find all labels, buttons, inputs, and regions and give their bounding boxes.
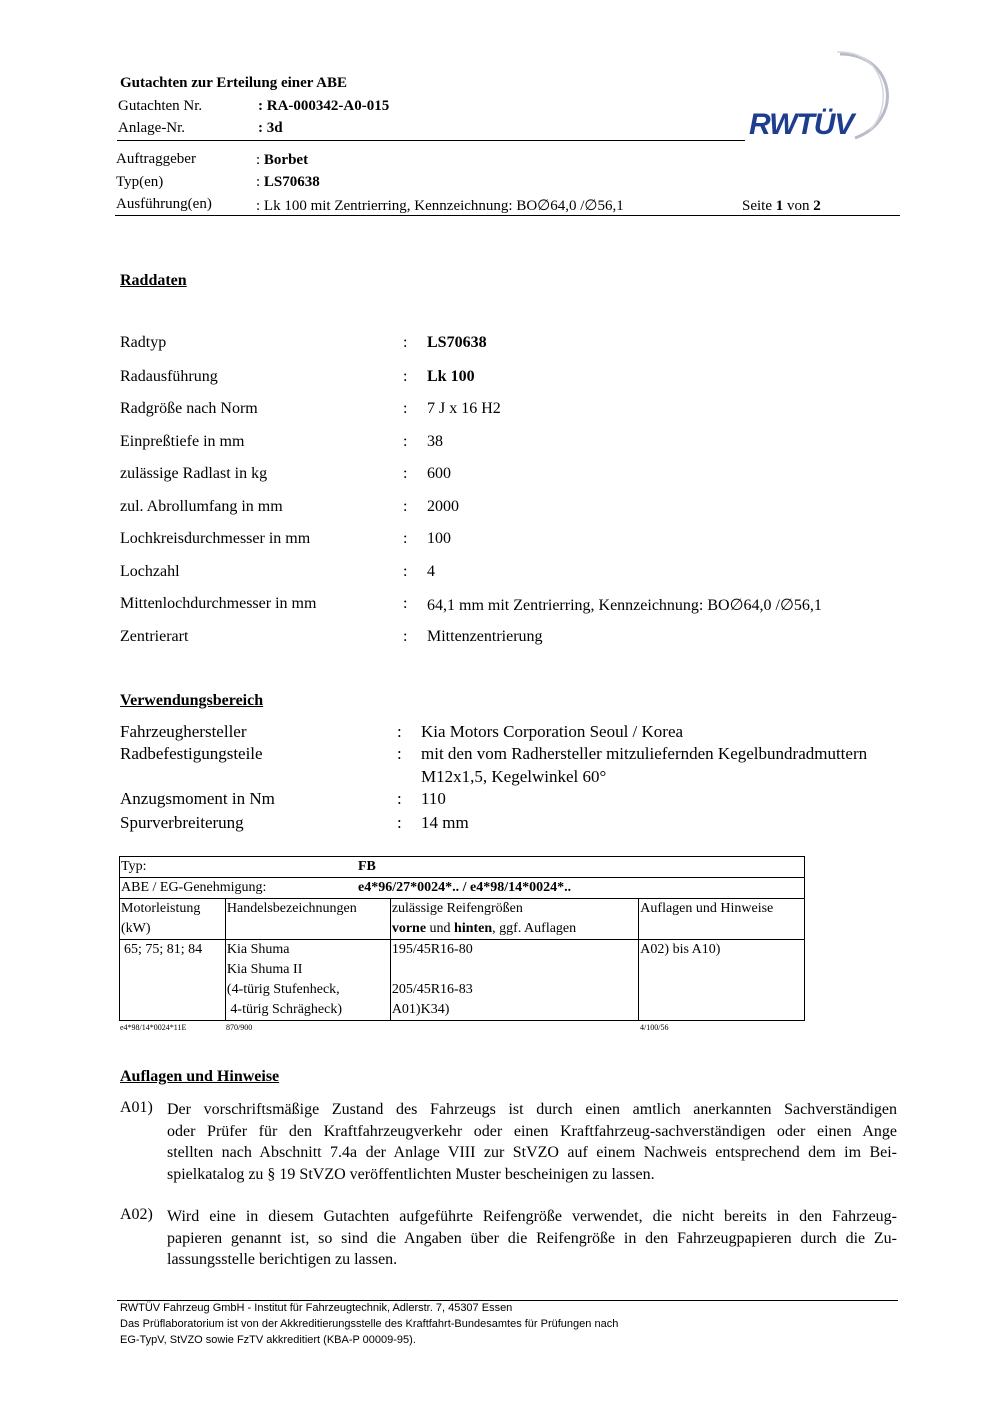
radausfuehrung-value: Lk 100 (427, 368, 475, 385)
header-divider (117, 140, 745, 141)
radbefestigung-value: mit den vom Radhersteller mitzuliefernden Kegelbundradmuttern (421, 744, 868, 763)
radlast-label: zulässige Radlast in kg (120, 465, 268, 482)
spurverbreiterung-value: 14 mm (421, 813, 469, 832)
zentrierart-value: Mittenzentrierung (427, 628, 543, 645)
col-reifengroessen: zulässige Reifengrößen vorne und hinten, ggf. Auflagen (390, 899, 638, 940)
cell-handelsbezeichnungen: Kia Shuma Kia Shuma II (4-türig Stufenheck, 4-türig Schrägheck) (225, 940, 390, 1021)
table-footnote-weight: 870/900 (226, 1023, 253, 1032)
abe-label: ABE / EG-Genehmigung: (121, 880, 267, 895)
footer-address: RWTÜV Fahrzeug GmbH - Institut für Fahrzeugtechnik, Adlerstr. 7, 45307 Essen (120, 1302, 513, 1314)
einpresstiefe-value: 38 (427, 433, 443, 450)
abrollumfang-value: 2000 (427, 498, 459, 515)
radausfuehrung-label: Radausführung (120, 368, 218, 385)
footer-accreditation-2: EG-TypV, StVZO sowie FzTV akkreditiert (KBA-P 00009-95). (120, 1334, 416, 1346)
ausfuehrung-label: Ausführung(en) (116, 196, 212, 212)
table-row (120, 857, 805, 878)
lochzahl-value: 4 (427, 563, 435, 580)
gutachten-nr-label: Gutachten Nr. (118, 98, 203, 114)
typ-value: FB (358, 859, 376, 874)
fahrzeughersteller-value: Kia Motors Corporation Seoul / Korea (421, 722, 684, 741)
auftraggeber-value: : Borbet (256, 152, 309, 168)
table-footnote-wheel: 4/100/56 (640, 1023, 669, 1032)
abe-table (119, 856, 805, 1021)
mittenloch-label: Mittenlochdurchmesser in mm (120, 595, 317, 612)
radgroesse-label: Radgröße nach Norm (120, 400, 258, 417)
abe-value: e4*96/27*0024*.. / e4*98/14*0024*.. (358, 880, 572, 895)
typ-label: Typ: (121, 859, 147, 874)
cell-motorleistung: 65; 75; 81; 84 (120, 940, 226, 1021)
rwtuev-logo (745, 50, 895, 145)
header-bottom-divider (115, 215, 900, 216)
document-title: Gutachten zur Erteilung einer ABE (120, 75, 347, 91)
cell-reifengroessen: 195/45R16-80 205/45R16-83 A01)K34) (390, 940, 638, 1021)
zentrierart-label: Zentrierart (120, 628, 189, 645)
ausfuehrung-value: : Lk 100 mit Zentrierring, Kennzeichnung: BO∅64,0 /∅56,1 (256, 198, 624, 214)
page-counter: Seite 1 von 2 (742, 198, 821, 214)
table-row (120, 940, 805, 1021)
radbefestigung-value-2: M12x1,5, Kegelwinkel 60° (421, 767, 607, 786)
verwendungsbereich-heading: Verwendungsbereich (120, 692, 264, 709)
note-a02-text: Wird eine in diesem Gutachten aufgeführte Reifengröße verwendet, die nicht bereits in den Fahrzeug- papieren genannt ist, so sind die Angaben über die Reifengröße in den Fahrzeugpapieren durch die Zu- lassungsstelle berichtigen zu lassen. (167, 1208, 897, 1268)
typen-label: Typ(en) (116, 174, 164, 190)
note-a01-id: A01) (120, 1099, 153, 1116)
mittenloch-value: 64,1 mm mit Zentrierring, Kennzeichnung: BO∅64,0 /∅56,1 (427, 597, 822, 614)
col-handelsbezeichnungen: Handelsbezeichnungen (225, 899, 390, 940)
radgroesse-value: 7 J x 16 H2 (427, 400, 501, 417)
radtyp-label: Radtyp (120, 334, 167, 351)
anzugsmoment-label: Anzugsmoment in Nm (120, 789, 275, 808)
radbefestigung-label: Radbefestigungsteile (120, 744, 263, 763)
col-auflagen: Auflagen und Hinweise (639, 899, 805, 940)
abrollumfang-label: zul. Abrollumfang in mm (120, 498, 283, 515)
col-motorleistung: Motorleistung (kW) (120, 899, 226, 940)
fahrzeughersteller-label: Fahrzeughersteller (120, 722, 247, 741)
lochkreis-label: Lochkreisdurchmesser in mm (120, 530, 311, 547)
footer-divider (117, 1300, 898, 1301)
anlage-nr-label: Anlage-Nr. (118, 120, 186, 136)
svg-text:RWTÜV: RWTÜV (749, 108, 854, 141)
spurverbreiterung-label: Spurverbreiterung (120, 813, 244, 832)
note-a01-text: Der vorschriftsmäßige Zustand des Fahrzeugs ist durch einen amtlich anerkannten Sachverständigen oder Prüfer für den Kraftfahrzeugverkehr oder einen Kraftfahrzeug-sachverständigen oder einen Ange stellten nach Abschnitt 7.4a der Anlage VIII zur StVZO auf einem Nachweis entsprechend dem im Bei- spielkatalog zu § 19 StVZO veröffentlichten Muster bescheinigen zu lassen. (167, 1101, 897, 1183)
gutachten-nr-value: : RA-000342-A0-015 (258, 98, 390, 114)
note-a02-id: A02) (120, 1206, 153, 1223)
table-footnote-ref: e4*98/14*0024*11E (120, 1023, 187, 1032)
lochzahl-label: Lochzahl (120, 563, 180, 580)
table-header-row (120, 899, 805, 940)
raddaten-heading: Raddaten (120, 272, 187, 289)
radtyp-value: LS70638 (427, 334, 487, 351)
auftraggeber-label: Auftraggeber (116, 151, 196, 167)
footer-accreditation-1: Das Prüflaboratorium ist von der Akkreditierungsstelle des Kraftfahrt-Bundesamtes für Prüfungen nach (120, 1318, 619, 1330)
radlast-value: 600 (427, 465, 451, 482)
einpresstiefe-label: Einpreßtiefe in mm (120, 433, 245, 450)
typen-value: : LS70638 (256, 174, 320, 190)
auflagen-heading: Auflagen und Hinweise (120, 1068, 280, 1085)
anzugsmoment-value: 110 (421, 789, 446, 808)
anlage-nr-value: : 3d (258, 120, 283, 136)
table-row (120, 878, 805, 899)
cell-auflagen: A02) bis A10) (639, 940, 805, 1021)
lochkreis-value: 100 (427, 530, 451, 547)
